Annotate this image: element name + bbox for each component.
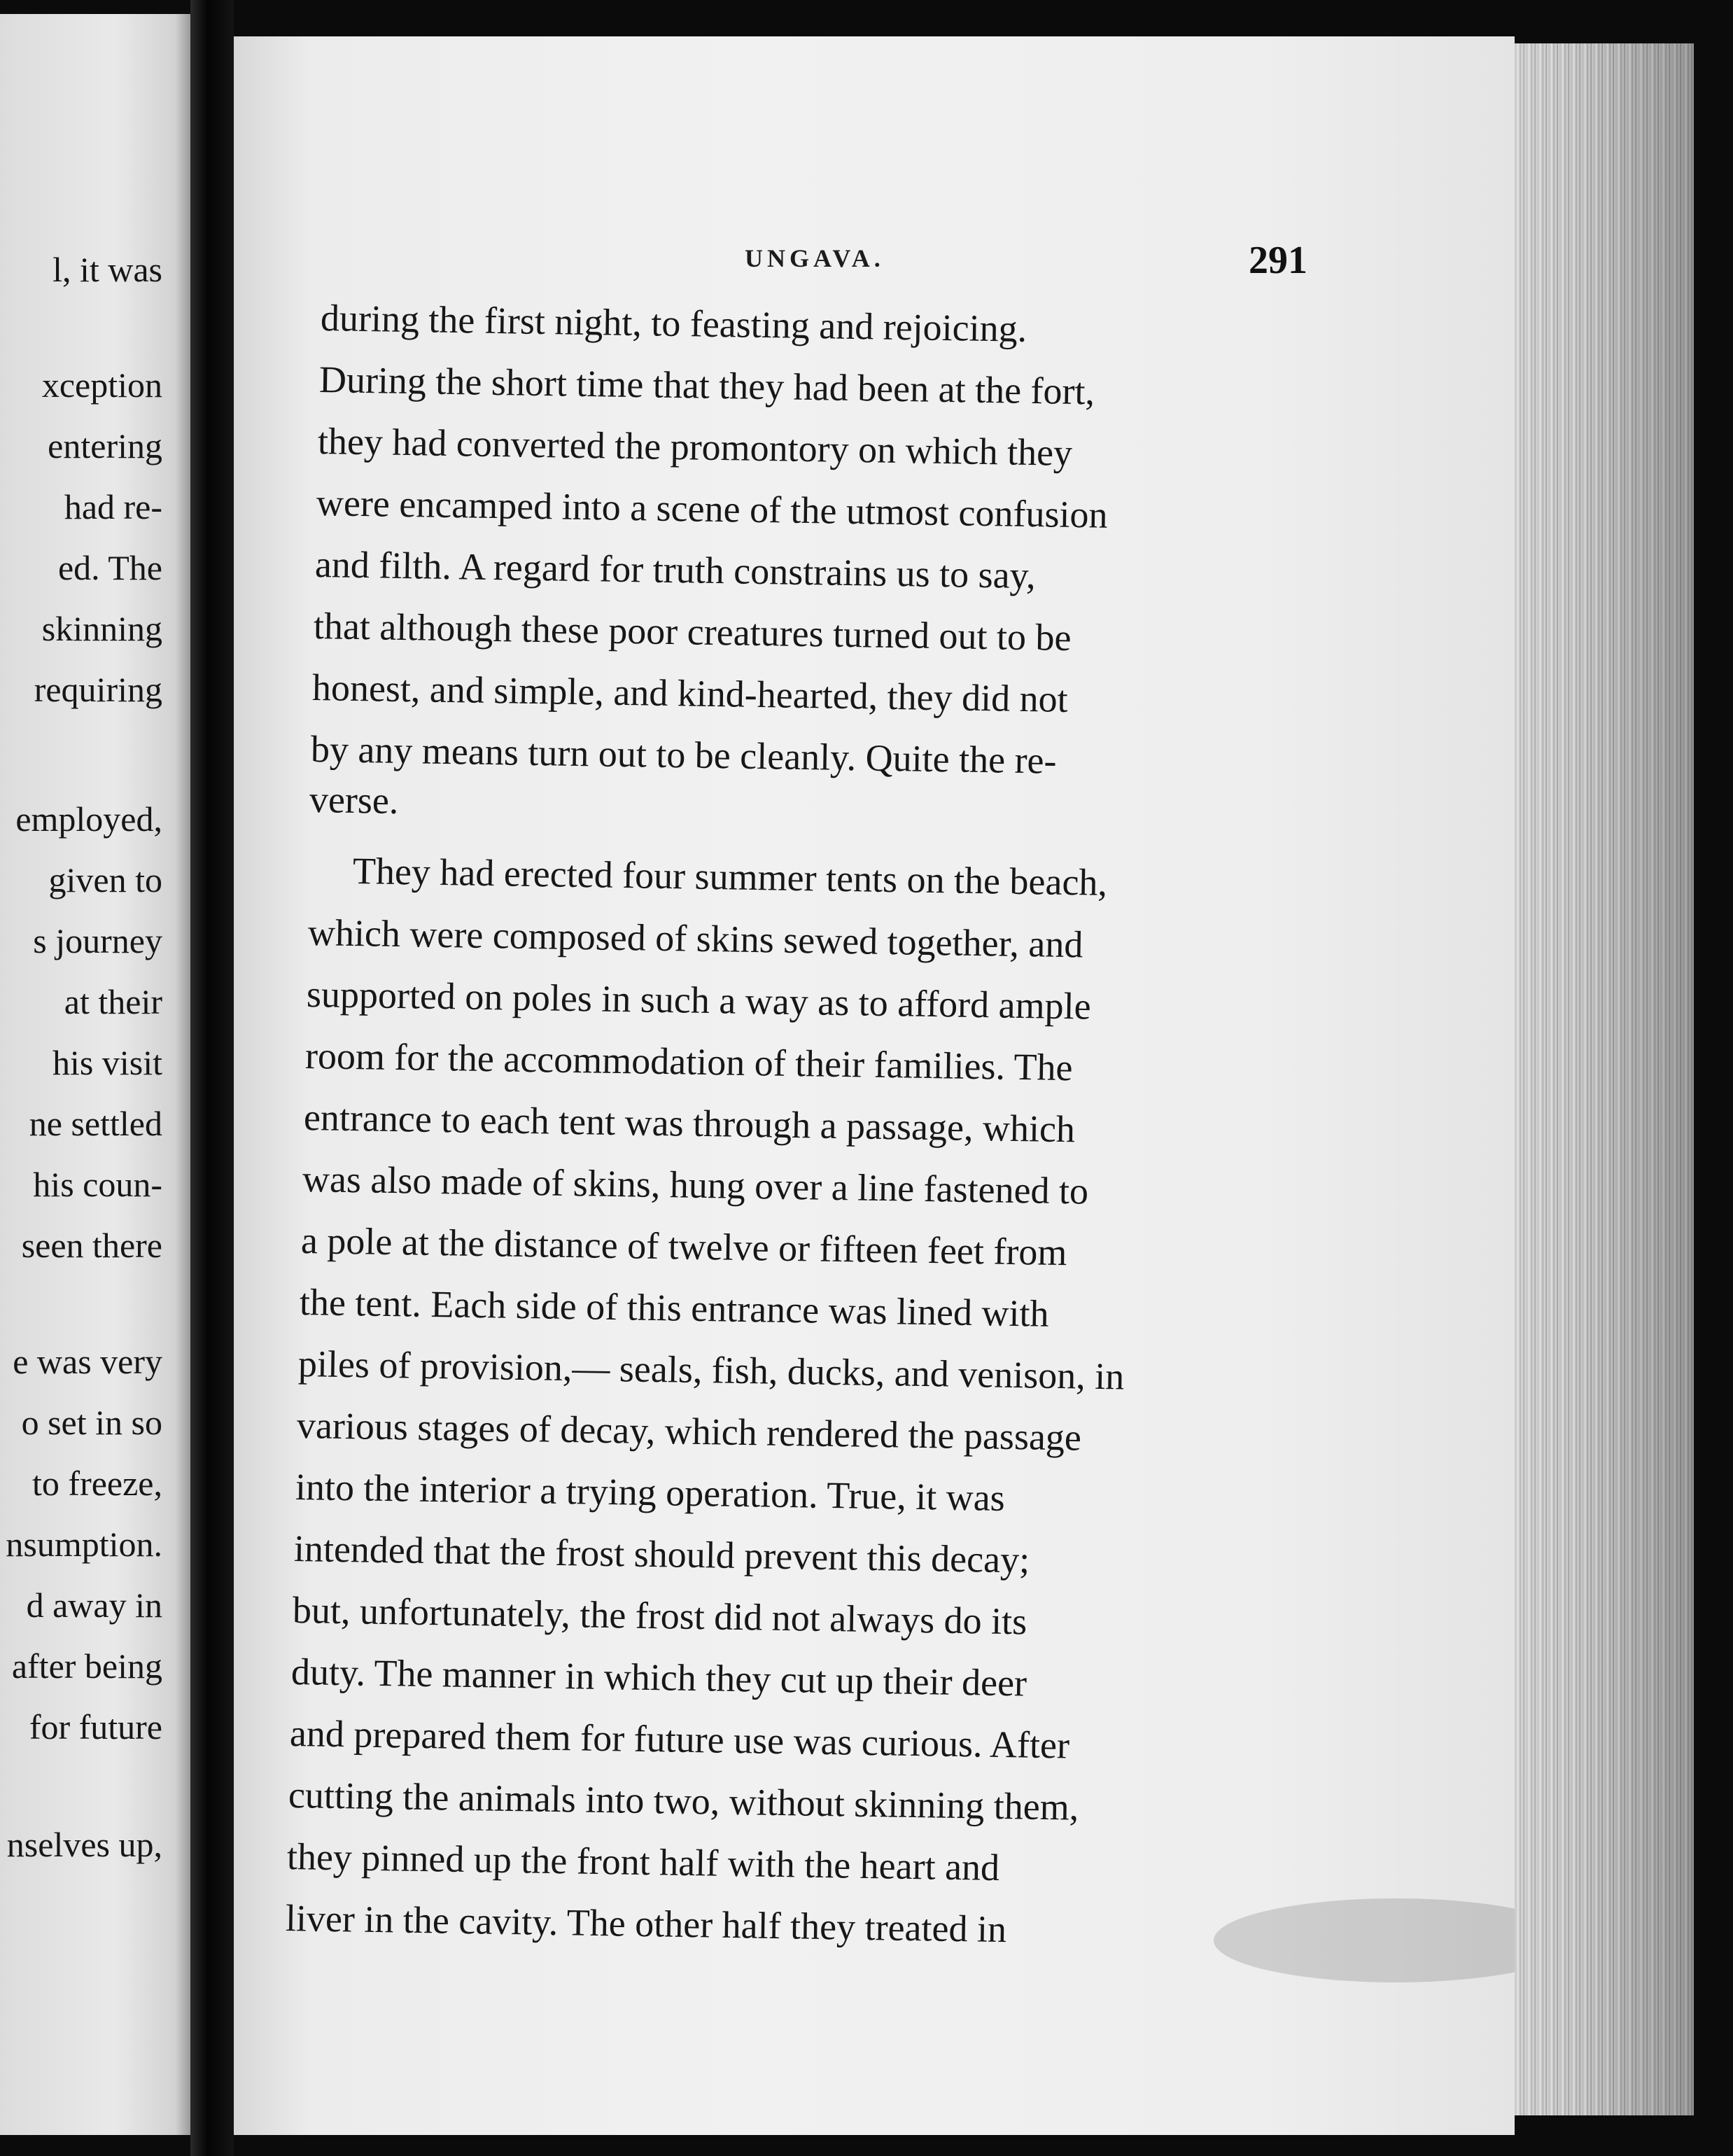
left-page-line: employed, bbox=[15, 799, 162, 839]
left-page-line: his coun- bbox=[33, 1165, 162, 1204]
left-page-line: for future bbox=[29, 1707, 162, 1746]
left-page-line: entering bbox=[48, 426, 162, 465]
text-line: duty. The manner in which they cut up their deer bbox=[290, 1651, 1027, 1704]
left-page-line: at their bbox=[64, 982, 162, 1021]
left-page-line: had re- bbox=[64, 487, 162, 526]
page-edges-shading bbox=[1491, 43, 1694, 2115]
text-line: a pole at the distance of twelve or fifteen feet from bbox=[300, 1219, 1067, 1274]
text-line: supported on poles in such a way as to afford ample bbox=[306, 973, 1092, 1028]
text-line: that although these poor creatures turned out to be bbox=[313, 605, 1072, 659]
text-line: they had converted the promontory on which they bbox=[317, 420, 1073, 474]
text-line: verse. bbox=[309, 778, 399, 822]
left-page-line: nselves up, bbox=[6, 1825, 162, 1864]
page-header bbox=[234, 239, 1515, 286]
text-line: which were composed of skins sewed together, and bbox=[307, 911, 1083, 966]
left-page-line: s journey bbox=[33, 921, 162, 960]
text-line: and filth. A regard for truth constrains us to say, bbox=[314, 543, 1037, 597]
left-page-line: requiring bbox=[34, 670, 162, 709]
left-page-line: seen there bbox=[21, 1226, 162, 1265]
text-line: intended that the frost should prevent this decay; bbox=[293, 1527, 1030, 1581]
text-line: cutting the animals into two, without skinning them, bbox=[288, 1774, 1079, 1828]
text-line: they pinned up the front half with the heart and bbox=[286, 1835, 1000, 1889]
left-page-line: skinning bbox=[41, 609, 162, 648]
text-line: They had erected four summer tents on the beach, bbox=[352, 850, 1108, 904]
text-line: but, unfortunately, the frost did not always do its bbox=[292, 1589, 1027, 1643]
text-line: into the interior a trying operation. True, it was bbox=[295, 1466, 1006, 1519]
left-page-line: d away in bbox=[26, 1586, 162, 1625]
left-facing-page bbox=[0, 14, 190, 2135]
book-gutter bbox=[190, 0, 234, 2156]
left-page-line: o set in so bbox=[21, 1403, 162, 1442]
text-line: During the short time that they had been at the fort, bbox=[318, 358, 1095, 413]
text-line: were encamped into a scene of the utmost confusion bbox=[316, 482, 1108, 536]
text-line: and prepared them for future use was curious. After bbox=[289, 1712, 1070, 1767]
text-line: liver in the cavity. The other half they treated in bbox=[285, 1897, 1007, 1951]
left-page-line: after being bbox=[11, 1646, 162, 1686]
text-line: room for the accommodation of their families. The bbox=[304, 1035, 1074, 1089]
left-page-line: his visit bbox=[52, 1043, 162, 1082]
left-page-line: nsumption. bbox=[6, 1525, 162, 1564]
stain bbox=[1214, 1898, 1515, 1982]
text-line: honest, and simple, and kind-hearted, they did not bbox=[311, 666, 1069, 720]
left-page-line: xception bbox=[41, 365, 162, 405]
page-number: 291 bbox=[1249, 239, 1307, 282]
text-line: the tent. Each side of this entrance was lined with bbox=[299, 1281, 1050, 1335]
text-line: was also made of skins, hung over a line fastened to bbox=[302, 1158, 1089, 1212]
running-head: UNGAVA. bbox=[745, 244, 885, 272]
text-line: piles of provision,— seals, fish, ducks, and venison, in bbox=[297, 1343, 1125, 1398]
left-page-line: given to bbox=[48, 860, 162, 899]
book-page bbox=[234, 36, 1515, 2135]
left-page-line: l, it was bbox=[52, 250, 162, 289]
text-line: various stages of decay, which rendered the passage bbox=[296, 1404, 1082, 1459]
text-line: during the first night, to feasting and rejoicing. bbox=[320, 297, 1027, 350]
text-line: by any means turn out to be cleanly. Quite the re- bbox=[310, 728, 1057, 782]
left-page-line: ne settled bbox=[29, 1104, 162, 1143]
left-page-line: ed. The bbox=[57, 548, 162, 587]
left-page-line: to freeze, bbox=[32, 1464, 162, 1503]
text-line: entrance to each tent was through a passage, which bbox=[303, 1096, 1076, 1151]
left-page-line: e was very bbox=[13, 1342, 162, 1381]
